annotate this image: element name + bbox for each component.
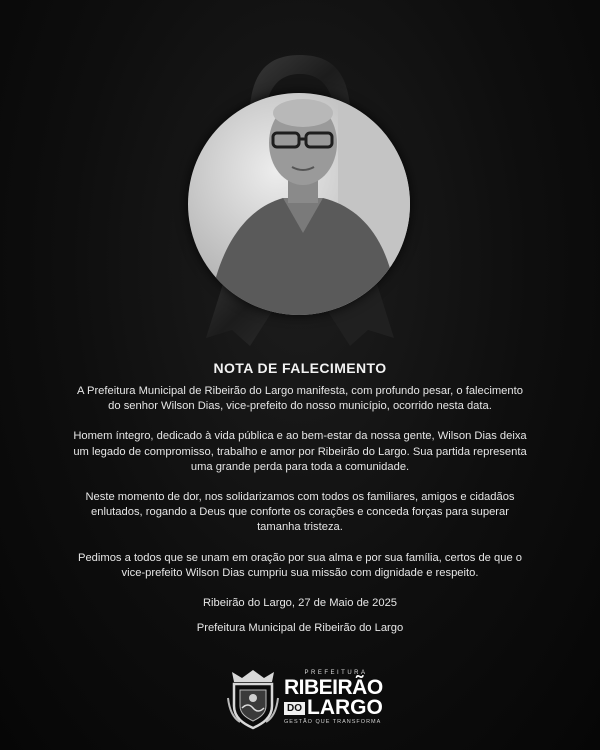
paragraph-4: Pedimos a todos que se unam em oração por sua alma e por sua família, certos de que o vice-prefeito Wilson Dias cumpriu sua missão com dignidade e respeito. (77, 551, 523, 579)
logo-largo: LARGO (307, 696, 383, 719)
signature: Prefeitura Municipal de Ribeirão do Largo (196, 622, 404, 635)
coat-of-arms-icon (226, 668, 280, 730)
note-body (70, 384, 530, 646)
page-title: NOTA DE FALECIMENTO (213, 360, 387, 376)
logo-do: DO (284, 702, 305, 715)
paragraph-2: Homem íntegro, dedicado à vida pública e ao bem-estar da nossa gente, Wilson Dias deixa um legado de compromisso, trabalho e amor por Ribeirão do Largo. Sua partida representa uma grande perda para toda a comunidade. (73, 430, 527, 473)
paragraph-3: Neste momento de dor, nos solidarizamos com todos os familiares, amigos e cidadãos enlutados, rogando a Deus que conforte os corações e conceda forças para superar tamanha tristeza. (85, 491, 515, 534)
logo-ribeirao: RIBEIRÃO (284, 676, 383, 699)
logo-prefeitura: PREFEITURA (304, 670, 368, 676)
logo-slogan: GESTÃO QUE TRANSFORMA (284, 719, 382, 725)
date-line: Ribeirão do Largo, 27 de Maio de 2025 (202, 597, 398, 610)
municipal-logo (226, 668, 386, 730)
portrait-photo (188, 93, 410, 315)
person-portrait-icon (188, 93, 410, 315)
paragraph-1: A Prefeitura Municipal de Ribeirão do Largo manifesta, com profundo pesar, o falecimento do senhor Wilson Dias, vice-prefeito do nosso município, ocorrido nesta data. (77, 385, 523, 413)
